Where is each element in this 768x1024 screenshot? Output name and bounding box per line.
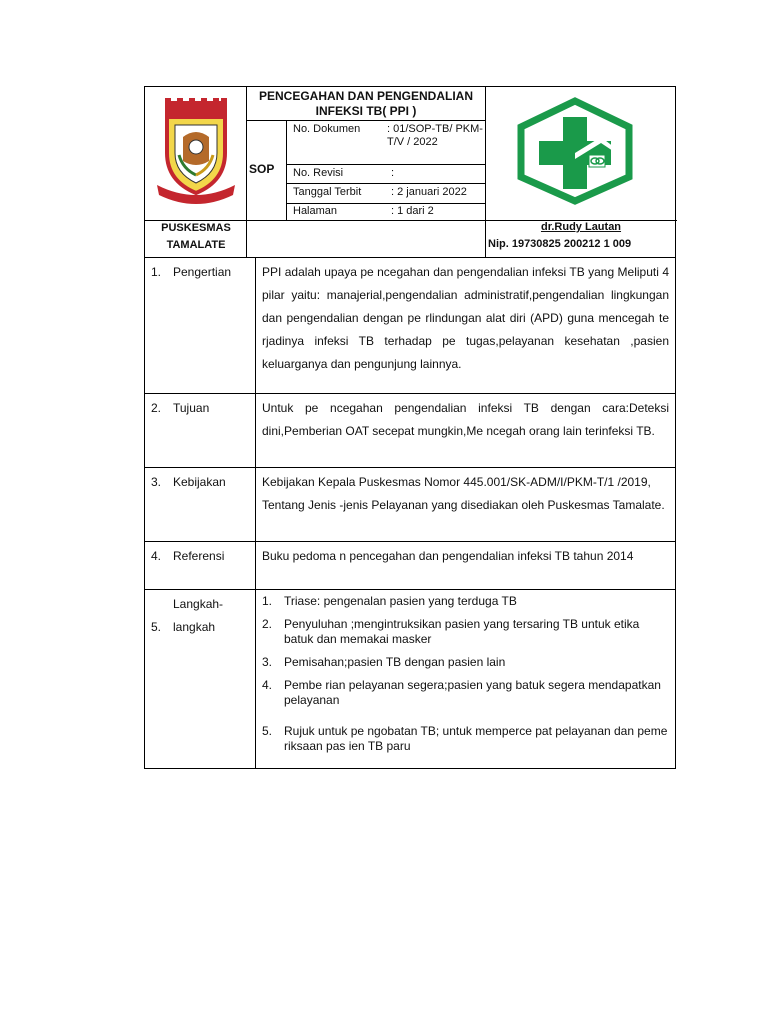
table-row [145, 394, 676, 468]
doc-number-value: : 01/SOP-TB/ PKM-T/V / 2022 [387, 123, 483, 148]
section-label-cell: 2. Tujuan [145, 394, 256, 468]
list-item: 2. Penyuluhan ;mengintruksikan pasien yang tersaring TB untuk etika batuk dan memakai masker [262, 617, 640, 646]
section-label-cell: 3. Kebijakan [145, 468, 256, 542]
table-row [145, 542, 676, 590]
steps-list [262, 594, 669, 754]
sop-document [144, 86, 676, 769]
signer-nip: Nip. 19730825 200212 1 009 [488, 238, 632, 250]
issue-date-label: Tanggal Terbit [293, 186, 362, 198]
page-label: Halaman [293, 205, 338, 217]
doc-number-label: No. Dokumen [293, 123, 361, 135]
section-text: Kebijakan Kepala Puskesmas Nomor 445.001/SK-ADM/I/PKM-T/1 /2019, Tentang Jenis -jenis Pelayanan yang disediakan oleh Puskesmas Tamalate. [256, 468, 676, 542]
section-text: PPI adalah upaya pe ncegahan dan pengendalian infeksi TB yang Meliputi 4 pilar yaitu: manajerial,pengendalian administratif,pengendalian lingkungan dan pengendalian dengan pe rlindungan alat diri (APD) guna mencegah te rjadinya infeksi TB terhadap pe tugas,pelayanan kesehatan ,pasien keluarganya dan pengunjung lainnya. [256, 258, 676, 394]
signer-name: dr.Rudy Lautan [540, 221, 622, 233]
section-label-cell: 4. Referensi [145, 542, 256, 590]
document-title: PENCEGAHAN DAN PENGENDALIAN INFEKSI TB( PPI ) [258, 89, 473, 118]
institution-name: PUSKESMAS TAMALATE [161, 222, 231, 251]
revision-value: : [391, 167, 395, 179]
section-label-cell: 5.Langkah-langkah [145, 590, 256, 769]
table-row [145, 590, 676, 769]
list-item: 3. Pemisahan;pasien TB dengan pasien lain [262, 655, 506, 669]
sop-body-table [144, 257, 676, 769]
section-text: Buku pedoma n pencegahan dan pengendalian infeksi TB tahun 2014 [256, 542, 676, 590]
revision-label: No. Revisi [293, 167, 344, 179]
regional-crest-logo [153, 97, 239, 209]
list-item: 4. Pembe rian pelayanan segera;pasien yang batuk segera mendapatkan pelayanan [262, 678, 661, 707]
sop-label: SOP [249, 162, 275, 176]
issue-date-value: : 2 januari 2022 [391, 186, 467, 198]
list-item: 1. Triase: pengenalan pasien yang terduga TB [262, 594, 517, 608]
page-value: : 1 dari 2 [391, 205, 434, 217]
table-row [145, 258, 676, 394]
steps-cell [256, 590, 676, 769]
puskesmas-logo [515, 97, 635, 205]
section-text: Untuk pe ncegahan pengendalian infeksi TB dengan cara:Deteksi dini,Pemberian OAT secepat mungkin,Me ncegah orang lain terinfeksi TB. [256, 394, 676, 468]
sop-header [144, 86, 676, 258]
section-label-cell: 1. Pengertian [145, 258, 256, 394]
list-item: 5. Rujuk untuk pe ngobatan TB; untuk memperce pat pelayanan dan peme riksaan pas ien TB paru [262, 724, 668, 753]
table-row [145, 468, 676, 542]
